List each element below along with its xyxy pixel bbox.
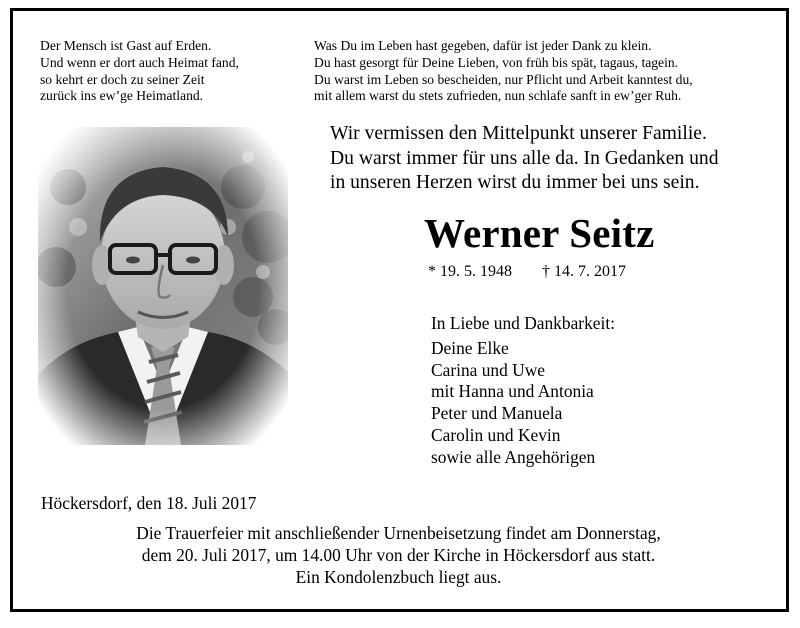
family-member: sowie alle Angehörigen xyxy=(431,446,596,467)
poem-right xyxy=(314,38,693,105)
portrait-photo xyxy=(38,127,288,445)
family-member: Deine Elke xyxy=(431,337,509,358)
poem-line: so kehrt er doch zu seiner Zeit xyxy=(40,71,205,87)
family-lead: In Liebe und Dankbarkeit: xyxy=(431,313,615,333)
intro-line: Wir vermissen den Mittelpunkt unserer Familie. xyxy=(330,123,707,144)
poem-line: Was Du im Leben hast gegeben, dafür ist jeder Dank zu klein. xyxy=(314,38,652,53)
notice-line: Die Trauerfeier mit anschließender Urnenbeisetzung findet am Donnerstag, xyxy=(136,523,661,543)
notice-line: dem 20. Juli 2017, um 14.00 Uhr von der Kirche in Höckersdorf aus statt. xyxy=(141,545,656,565)
deceased-name: Werner Seitz xyxy=(424,210,655,256)
portrait-image xyxy=(38,127,288,445)
intro-text xyxy=(330,122,719,196)
poem-line: zurück ins ew’ge Heimatland. xyxy=(40,88,204,104)
place-date: Höckersdorf, den 18. Juli 2017 xyxy=(41,493,257,513)
family-member: Carina und Uwe xyxy=(431,359,545,380)
poem-line: Und wenn er dort auch Heimat fand, xyxy=(40,54,239,70)
family-member: mit Hanna und Antonia xyxy=(431,381,594,402)
notice-line: Ein Kondolenzbuch liegt aus. xyxy=(295,567,502,587)
poem-left xyxy=(40,38,239,105)
intro-line: in unseren Herzen wirst du immer bei uns sein. xyxy=(330,172,700,193)
intro-line: Du warst immer für uns alle da. In Gedanken und xyxy=(330,147,719,169)
poem-line: Du hast gesorgt für Deine Lieben, von früh bis spät, tagaus, tagein. xyxy=(314,54,679,70)
birth-date: * 19. 5. 1948 xyxy=(428,263,512,280)
life-dates xyxy=(428,263,626,281)
family-member: Carolin und Kevin xyxy=(431,424,561,445)
poem-line: mit allem warst du stets zufrieden, nun schlafe sanft in ew’ger Ruh. xyxy=(314,88,682,104)
family-list xyxy=(431,313,615,469)
poem-line: Der Mensch ist Gast auf Erden. xyxy=(40,38,212,53)
family-member: Peter und Manuela xyxy=(431,403,563,424)
funeral-notice xyxy=(12,522,785,588)
poem-line: Du warst im Leben so bescheiden, nur Pflicht und Arbeit kanntest du, xyxy=(314,71,693,87)
death-date: † 14. 7. 2017 xyxy=(542,263,626,280)
